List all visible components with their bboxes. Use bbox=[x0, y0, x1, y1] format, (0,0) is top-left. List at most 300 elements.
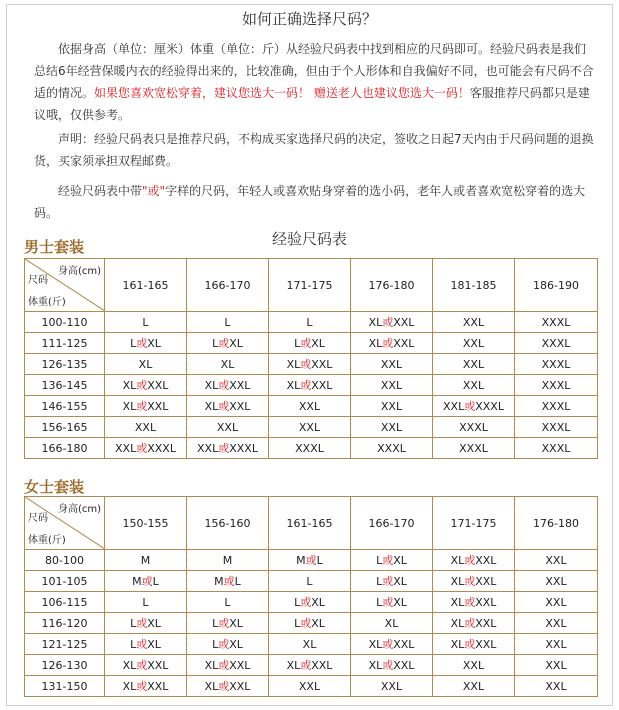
height-header-cell: 161-165 bbox=[105, 259, 187, 312]
size-cell bbox=[105, 396, 187, 417]
or-word: 或 bbox=[382, 554, 394, 567]
table-row bbox=[25, 312, 598, 333]
or-word: 或 bbox=[382, 638, 394, 651]
or-word: 或 bbox=[136, 638, 148, 651]
size-value: L bbox=[224, 595, 231, 609]
size-cell bbox=[433, 592, 515, 613]
size-cell bbox=[515, 333, 598, 354]
size-axis-label: 尺码 bbox=[28, 513, 48, 524]
size-cell bbox=[187, 396, 269, 417]
size-value: XL bbox=[204, 400, 219, 413]
size-value: XXL bbox=[462, 315, 485, 329]
size-value: L bbox=[234, 575, 241, 588]
corner-cell bbox=[25, 259, 105, 312]
size-value: L bbox=[224, 315, 231, 329]
or-word: 或 bbox=[464, 400, 476, 413]
size-value: XL bbox=[311, 617, 325, 630]
size-value: XL bbox=[368, 337, 383, 350]
page-title: 如何正确选择尺码？ bbox=[241, 10, 377, 28]
size-value: XXL bbox=[147, 400, 169, 413]
or-word: 或 bbox=[464, 638, 476, 651]
size-cell bbox=[105, 438, 187, 459]
weight-cell: 121-125 bbox=[25, 634, 105, 655]
size-value: XL bbox=[311, 337, 325, 350]
size-value: L bbox=[142, 595, 149, 609]
size-cell bbox=[351, 634, 433, 655]
size-value: XXL bbox=[545, 658, 567, 672]
size-cell bbox=[515, 655, 598, 676]
size-value: XL bbox=[393, 554, 407, 567]
weight-cell: 136-145 bbox=[25, 375, 105, 396]
size-cell bbox=[105, 417, 187, 438]
size-value: XXL bbox=[380, 399, 403, 413]
size-cell bbox=[269, 354, 351, 375]
or-word: 或 bbox=[136, 400, 148, 413]
size-value: XXL bbox=[216, 420, 239, 434]
size-cell bbox=[269, 438, 351, 459]
or-word: 或 bbox=[300, 379, 312, 392]
or-word: 或 bbox=[218, 337, 230, 350]
women-size-table bbox=[24, 496, 598, 697]
or-note-highlight: "或" bbox=[142, 184, 166, 198]
weight-axis-label: 体重(斤) bbox=[28, 535, 66, 546]
size-cell bbox=[269, 417, 351, 438]
size-cell bbox=[351, 655, 433, 676]
size-cell bbox=[351, 354, 433, 375]
or-word: 或 bbox=[223, 575, 235, 588]
or-word: 或 bbox=[218, 379, 230, 392]
size-value: XL bbox=[229, 617, 243, 630]
size-value: XXXL bbox=[475, 400, 504, 413]
or-note-paragraph bbox=[34, 180, 594, 224]
size-value: XL bbox=[122, 659, 137, 672]
size-cell bbox=[105, 571, 187, 592]
size-value: XL bbox=[450, 554, 465, 567]
size-cell bbox=[351, 417, 433, 438]
size-cell bbox=[187, 571, 269, 592]
size-cell bbox=[269, 592, 351, 613]
size-value: M bbox=[222, 553, 233, 567]
or-word: 或 bbox=[218, 617, 230, 630]
or-word: 或 bbox=[464, 596, 476, 609]
size-cell bbox=[105, 333, 187, 354]
size-value: M bbox=[296, 554, 306, 567]
table-row bbox=[25, 375, 598, 396]
size-cell bbox=[515, 354, 598, 375]
size-cell bbox=[105, 312, 187, 333]
size-cell bbox=[433, 312, 515, 333]
size-value: XL bbox=[286, 659, 301, 672]
size-value: L bbox=[142, 315, 149, 329]
size-value: XXL bbox=[393, 337, 415, 350]
or-word: 或 bbox=[136, 379, 148, 392]
size-value: XXL bbox=[545, 553, 567, 567]
size-cell bbox=[269, 396, 351, 417]
size-cell bbox=[515, 571, 598, 592]
weight-cell: 106-115 bbox=[25, 592, 105, 613]
height-header-cell: 156-160 bbox=[187, 497, 269, 550]
table-row bbox=[25, 333, 598, 354]
size-value: L bbox=[294, 337, 301, 350]
size-cell bbox=[351, 613, 433, 634]
or-word: 或 bbox=[218, 680, 230, 693]
intro-text-1b: 客服推荐尺码都只是建议哦，仅供参考。 bbox=[34, 86, 590, 122]
size-cell bbox=[269, 676, 351, 697]
size-cell bbox=[515, 396, 598, 417]
size-value: XXL bbox=[393, 316, 415, 329]
size-value: XXL bbox=[462, 679, 485, 693]
or-word: 或 bbox=[136, 659, 148, 672]
size-value: XL bbox=[122, 400, 137, 413]
size-cell bbox=[269, 333, 351, 354]
or-word: 或 bbox=[300, 337, 312, 350]
size-axis-label: 尺码 bbox=[28, 275, 48, 286]
or-word: 或 bbox=[300, 617, 312, 630]
size-cell bbox=[187, 417, 269, 438]
size-value: XL bbox=[138, 357, 153, 371]
height-header-cell: 166-170 bbox=[351, 497, 433, 550]
size-value: XL bbox=[450, 617, 465, 630]
size-value: XXL bbox=[311, 659, 333, 672]
size-value: XXL bbox=[545, 574, 567, 588]
size-value: XL bbox=[393, 596, 407, 609]
or-word: 或 bbox=[218, 638, 230, 651]
size-value: XXL bbox=[298, 399, 321, 413]
size-value: XXL bbox=[147, 379, 169, 392]
size-cell bbox=[187, 354, 269, 375]
or-word: 或 bbox=[136, 617, 148, 630]
or-word: 或 bbox=[218, 400, 230, 413]
size-cell bbox=[187, 613, 269, 634]
size-value: XXL bbox=[443, 400, 465, 413]
size-value: XL bbox=[368, 659, 383, 672]
height-header-cell: 171-175 bbox=[269, 259, 351, 312]
size-value: XXXL bbox=[541, 378, 571, 392]
size-cell bbox=[433, 375, 515, 396]
size-cell bbox=[351, 550, 433, 571]
size-cell bbox=[433, 571, 515, 592]
table-row bbox=[25, 396, 598, 417]
or-word: 或 bbox=[305, 554, 317, 567]
size-value: XL bbox=[204, 659, 219, 672]
height-header-cell: 176-180 bbox=[351, 259, 433, 312]
size-value: XL bbox=[450, 596, 465, 609]
size-cell bbox=[351, 592, 433, 613]
or-word: 或 bbox=[382, 337, 394, 350]
size-cell bbox=[433, 333, 515, 354]
or-word: 或 bbox=[300, 358, 312, 371]
size-value: XXL bbox=[380, 357, 403, 371]
size-cell bbox=[515, 375, 598, 396]
size-value: XXL bbox=[393, 659, 415, 672]
size-cell bbox=[433, 655, 515, 676]
size-cell bbox=[351, 333, 433, 354]
size-value: XXXL bbox=[459, 420, 488, 434]
size-cell bbox=[187, 634, 269, 655]
table-header-row bbox=[25, 259, 598, 312]
size-value: XL bbox=[384, 616, 399, 630]
size-value: XXXL bbox=[541, 441, 571, 455]
size-cell bbox=[187, 312, 269, 333]
size-value: L bbox=[294, 617, 301, 630]
size-cell bbox=[515, 634, 598, 655]
size-value: L bbox=[130, 617, 137, 630]
or-word: 或 bbox=[136, 680, 148, 693]
size-cell bbox=[269, 613, 351, 634]
size-value: XXL bbox=[475, 554, 497, 567]
or-word: 或 bbox=[464, 617, 476, 630]
weight-cell: 116-120 bbox=[25, 613, 105, 634]
size-value: XXL bbox=[462, 658, 485, 672]
table-row bbox=[25, 592, 598, 613]
size-value: XXL bbox=[229, 680, 251, 693]
size-value: XXXL bbox=[377, 441, 406, 455]
size-value: XL bbox=[147, 337, 161, 350]
weight-cell: 80-100 bbox=[25, 550, 105, 571]
size-value: XXXL bbox=[541, 315, 571, 329]
men-section-label: 男士套装 bbox=[24, 238, 85, 256]
size-cell bbox=[515, 592, 598, 613]
size-cell bbox=[515, 438, 598, 459]
size-cell bbox=[515, 550, 598, 571]
size-value: M bbox=[140, 553, 151, 567]
size-value: XL bbox=[368, 316, 383, 329]
size-value: L bbox=[152, 575, 159, 588]
size-value: XXXL bbox=[459, 441, 488, 455]
women-section-label: 女士套装 bbox=[24, 478, 85, 496]
size-value: XXL bbox=[462, 378, 485, 392]
size-cell bbox=[105, 354, 187, 375]
size-cell bbox=[433, 613, 515, 634]
size-value: L bbox=[376, 596, 383, 609]
or-word: 或 bbox=[382, 575, 394, 588]
size-cell bbox=[269, 550, 351, 571]
size-value: XXL bbox=[115, 442, 137, 455]
size-value: XXXL bbox=[229, 442, 258, 455]
size-value: L bbox=[294, 596, 301, 609]
size-cell bbox=[433, 634, 515, 655]
size-cell bbox=[433, 550, 515, 571]
or-word: 或 bbox=[218, 659, 230, 672]
size-value: XXL bbox=[229, 400, 251, 413]
size-cell bbox=[433, 417, 515, 438]
size-cell bbox=[269, 655, 351, 676]
size-value: XXXL bbox=[541, 399, 571, 413]
size-value: XXL bbox=[311, 379, 333, 392]
intro-highlight: 如果您喜欢宽松穿着，建议您选大一码！ 赠送老人也建议您选大一码！ bbox=[94, 86, 470, 100]
size-cell bbox=[187, 438, 269, 459]
size-value: XXXL bbox=[295, 441, 324, 455]
or-word: 或 bbox=[218, 442, 230, 455]
or-word: 或 bbox=[300, 596, 312, 609]
weight-cell: 100-110 bbox=[25, 312, 105, 333]
size-value: M bbox=[214, 575, 224, 588]
size-value: XXL bbox=[545, 679, 567, 693]
size-cell bbox=[433, 354, 515, 375]
size-value: XXL bbox=[147, 659, 169, 672]
table-row bbox=[25, 676, 598, 697]
weight-axis-label: 体重(斤) bbox=[28, 297, 66, 308]
size-value: XXXL bbox=[541, 336, 571, 350]
weight-cell: 101-105 bbox=[25, 571, 105, 592]
size-value: XL bbox=[302, 637, 317, 651]
size-value: XXXL bbox=[147, 442, 176, 455]
size-cell bbox=[351, 676, 433, 697]
size-cell bbox=[187, 375, 269, 396]
weight-cell: 156-165 bbox=[25, 417, 105, 438]
size-value: L bbox=[212, 617, 219, 630]
size-cell bbox=[515, 613, 598, 634]
size-cell bbox=[433, 438, 515, 459]
table-row bbox=[25, 613, 598, 634]
size-value: L bbox=[306, 574, 313, 588]
size-value: M bbox=[132, 575, 142, 588]
weight-cell: 146-155 bbox=[25, 396, 105, 417]
size-value: L bbox=[376, 575, 383, 588]
men-size-table bbox=[24, 258, 598, 459]
size-value: XXL bbox=[298, 420, 321, 434]
height-header-cell: 150-155 bbox=[105, 497, 187, 550]
size-value: XXL bbox=[380, 378, 403, 392]
weight-cell: 111-125 bbox=[25, 333, 105, 354]
size-cell bbox=[105, 655, 187, 676]
or-note-text-a: 经验尺码表中带 bbox=[58, 184, 143, 198]
size-value: XXL bbox=[462, 336, 485, 350]
size-value: XL bbox=[286, 379, 301, 392]
size-value: XXXL bbox=[541, 420, 571, 434]
size-value: L bbox=[212, 337, 219, 350]
size-value: XL bbox=[393, 575, 407, 588]
size-value: L bbox=[376, 554, 383, 567]
size-value: XL bbox=[204, 379, 219, 392]
size-cell bbox=[187, 676, 269, 697]
size-value: XL bbox=[311, 596, 325, 609]
size-value: XXL bbox=[475, 617, 497, 630]
size-cell bbox=[105, 676, 187, 697]
size-cell bbox=[105, 375, 187, 396]
height-header-cell: 181-185 bbox=[433, 259, 515, 312]
table-row bbox=[25, 417, 598, 438]
size-value: XL bbox=[220, 357, 235, 371]
or-word: 或 bbox=[382, 596, 394, 609]
weight-cell: 131-150 bbox=[25, 676, 105, 697]
weight-cell: 126-130 bbox=[25, 655, 105, 676]
size-cell bbox=[351, 571, 433, 592]
size-value: XL bbox=[229, 638, 243, 651]
size-cell bbox=[433, 676, 515, 697]
or-word: 或 bbox=[464, 575, 476, 588]
size-value: XL bbox=[229, 337, 243, 350]
table-row bbox=[25, 550, 598, 571]
corner-cell bbox=[25, 497, 105, 550]
size-cell bbox=[105, 634, 187, 655]
or-word: 或 bbox=[136, 442, 148, 455]
size-cell bbox=[187, 655, 269, 676]
or-word: 或 bbox=[382, 316, 394, 329]
size-value: L bbox=[316, 554, 323, 567]
size-cell bbox=[269, 634, 351, 655]
size-chart-title: 经验尺码表 bbox=[271, 230, 347, 248]
size-cell bbox=[351, 312, 433, 333]
size-value: XXL bbox=[545, 595, 567, 609]
height-header-cell: 171-175 bbox=[433, 497, 515, 550]
size-cell bbox=[433, 396, 515, 417]
table-row bbox=[25, 634, 598, 655]
size-value: XL bbox=[204, 680, 219, 693]
weight-cell: 126-135 bbox=[25, 354, 105, 375]
size-cell bbox=[351, 396, 433, 417]
size-value: XXL bbox=[475, 596, 497, 609]
size-value: XXL bbox=[475, 638, 497, 651]
intro-text-1a: 依据身高（单位：厘米）体重（单位：斤）从经验尺码表中找到相应的尺码即可。经验尺码表是我们总结6年经营保暖内衣的经验得出来的，比较准确，但由于个人形体和自我偏好不同，也可能会有尺码不合适的情况。 bbox=[34, 42, 594, 100]
size-cell bbox=[269, 375, 351, 396]
size-value: XL bbox=[286, 358, 301, 371]
or-word: 或 bbox=[382, 659, 394, 672]
size-value: XXL bbox=[197, 442, 219, 455]
size-cell bbox=[105, 550, 187, 571]
size-cell bbox=[187, 550, 269, 571]
table-row bbox=[25, 438, 598, 459]
intro-paragraph-1 bbox=[34, 38, 594, 126]
size-cell bbox=[269, 312, 351, 333]
height-header-cell: 161-165 bbox=[269, 497, 351, 550]
or-word: 或 bbox=[300, 659, 312, 672]
height-header-cell: 166-170 bbox=[187, 259, 269, 312]
height-header-cell: 186-190 bbox=[515, 259, 598, 312]
size-value: L bbox=[130, 638, 137, 651]
table-row bbox=[25, 354, 598, 375]
size-value: L bbox=[212, 638, 219, 651]
size-value: XL bbox=[450, 575, 465, 588]
table-row bbox=[25, 655, 598, 676]
size-cell bbox=[515, 312, 598, 333]
size-value: XL bbox=[122, 379, 137, 392]
size-value: XXXL bbox=[541, 357, 571, 371]
size-value: L bbox=[306, 315, 313, 329]
size-cell bbox=[269, 571, 351, 592]
size-cell bbox=[515, 417, 598, 438]
height-header-cell: 176-180 bbox=[515, 497, 598, 550]
table-header-row bbox=[25, 497, 598, 550]
size-value: XXL bbox=[380, 420, 403, 434]
size-value: XXL bbox=[298, 679, 321, 693]
size-value: XL bbox=[450, 638, 465, 651]
table-row bbox=[25, 571, 598, 592]
size-cell bbox=[351, 375, 433, 396]
size-cell bbox=[187, 333, 269, 354]
size-value: XL bbox=[147, 638, 161, 651]
height-axis-label: 身高(cm) bbox=[57, 504, 101, 515]
size-value: XXL bbox=[229, 659, 251, 672]
size-value: L bbox=[130, 337, 137, 350]
size-value: XXL bbox=[311, 358, 333, 371]
or-note-text-b: 字样的尺码，年轻人或喜欢贴身穿着的选小码，老年人或者喜欢宽松穿着的选大码。 bbox=[34, 184, 586, 220]
size-cell bbox=[351, 438, 433, 459]
weight-cell: 166-180 bbox=[25, 438, 105, 459]
or-word: 或 bbox=[136, 337, 148, 350]
height-axis-label: 身高(cm) bbox=[57, 266, 101, 277]
size-value: XXL bbox=[393, 638, 415, 651]
size-value: XL bbox=[368, 638, 383, 651]
disclaimer-paragraph: 声明：经验尺码表只是推荐尺码，不构成买家选择尺码的决定，签收之日起7天内由于尺码问题的退换货，买家须承担双程邮费。 bbox=[34, 132, 594, 168]
size-value: XXL bbox=[380, 679, 403, 693]
size-value: XXL bbox=[462, 357, 485, 371]
size-value: XXL bbox=[147, 680, 169, 693]
or-word: 或 bbox=[141, 575, 153, 588]
size-cell bbox=[515, 676, 598, 697]
or-word: 或 bbox=[464, 554, 476, 567]
size-cell bbox=[105, 613, 187, 634]
